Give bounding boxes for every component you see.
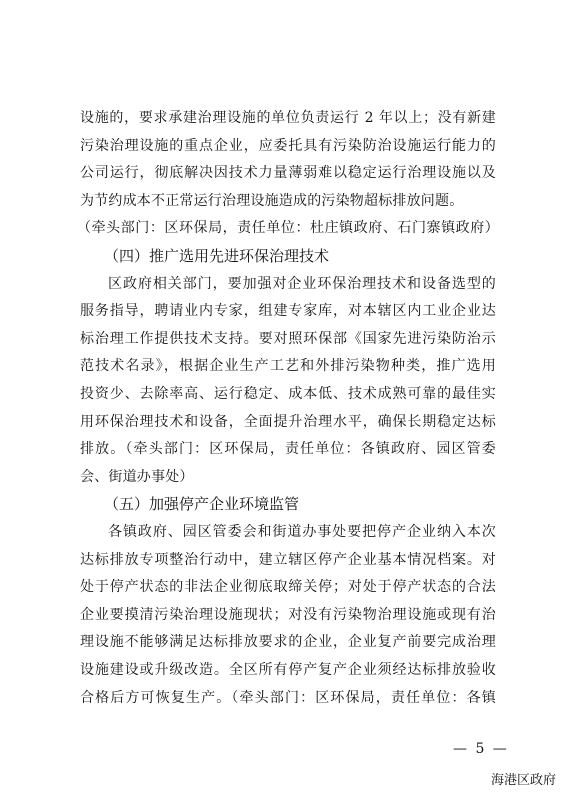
text-line: 排放。（牵头部门：区环保局，责任单位：各镇政府、园区管委 bbox=[80, 441, 496, 457]
text-line: 标治理工作提供技术支持。要对照环保部《国家先进污染防治示 bbox=[80, 331, 496, 347]
text-line: 为节约成本不正常运行治理设施造成的污染物超标排放问题。 bbox=[80, 193, 464, 209]
page-number: — 5 — bbox=[453, 741, 509, 757]
text-line: （牵头部门：区环保局，责任单位：杜庄镇政府、石门寨镇政府） bbox=[77, 220, 499, 236]
text-line: 公司运行，彻底解决因技术力量薄弱难以稳定运行治理设施以及 bbox=[80, 165, 496, 181]
section-4-heading: （四）推广选用先进环保治理技术 bbox=[104, 247, 330, 265]
text-line: 理设施不能够满足达标排放要求的企业，企业复产前要完成治理 bbox=[80, 634, 496, 650]
text-line: 区政府相关部门，要加强对企业环保治理技术和设备选型的 bbox=[108, 276, 496, 292]
text-line: 各镇政府、园区管委会和街道办事处要把停产企业纳入本次 bbox=[108, 524, 496, 540]
text-line: 企业要摸清污染治理设施现状；对没有污染物治理设施或现有治 bbox=[80, 607, 496, 623]
text-line: 合格后方可恢复生产。（牵头部门：区环保局，责任单位：各镇 bbox=[80, 690, 496, 706]
text-line: 会、街道办事处） bbox=[80, 469, 194, 485]
text-line: 设施的，要求承建治理设施的单位负责运行 2 年以上；没有新建 bbox=[80, 110, 496, 126]
text-line: 用环保治理技术和设备，全面提升治理水平，确保长期稳定达标 bbox=[80, 414, 496, 430]
text-line: 范技术名录》，根据企业生产工艺和外排污染物种类，推广选用 bbox=[80, 358, 496, 374]
section-5-heading: （五）加强停产企业环境监管 bbox=[104, 495, 300, 513]
text-line: 投资少、去除率高、运行稳定、成本低、技术成熟可靠的最佳实 bbox=[80, 386, 496, 402]
text-line: 设施建设或升级改造。全区所有停产复产企业须经达标排放验收 bbox=[80, 662, 496, 678]
text-line: 污染治理设施的重点企业，应委托具有污染防治设施运行能力的 bbox=[80, 138, 496, 154]
text-line: 服务指导，聘请业内专家，组建专家库，对本辖区内工业企业达 bbox=[80, 303, 496, 319]
text-line: 达标排放专项整治行动中，建立辖区停产企业基本情况档案。对 bbox=[80, 552, 496, 568]
text-line: 处于停产状态的非法企业彻底取缔关停；对处于停产状态的合法 bbox=[80, 579, 496, 595]
source-watermark: 海港区政府 bbox=[490, 773, 556, 788]
